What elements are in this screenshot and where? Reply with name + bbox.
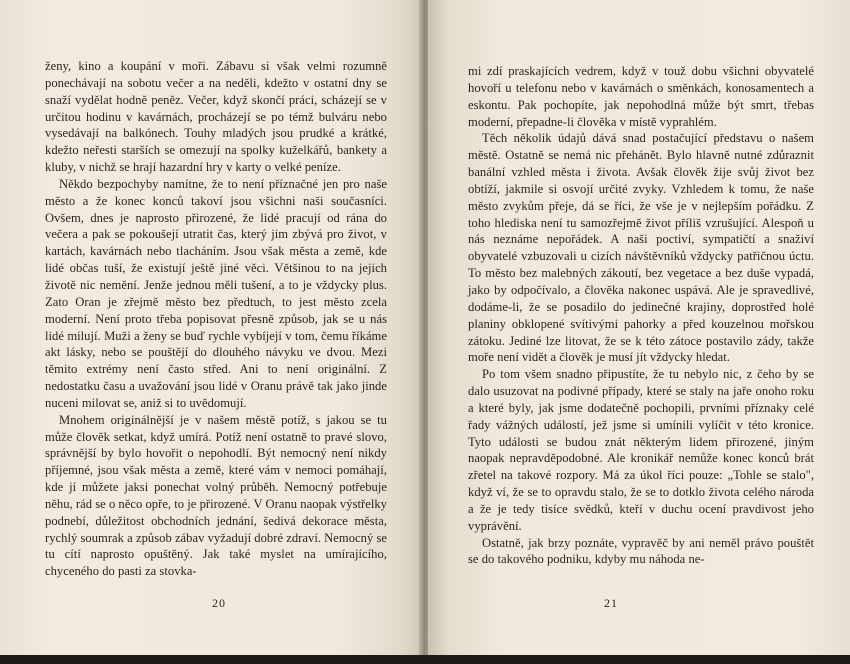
paragraph: Po tom všem snadno připustíte, že tu nebylo nic, z čeho by se dalo usuzovat na podivné případy, které se staly na jaře onoho roku a které byly, jak jsme dodatečně pochopili, prvními příznaky celé řady vážných událostí, jež jsme si umínili vylíčit v této kronice. Tyto události se budou znát některým lidem přirozené, jiným naopak nepravděpodobné. Ale kronikář nemůže konec konců brát zřetel na takové rozpory. Má za úkol říci pouze: „Tohle se stalo", když ví, že se to opravdu stalo, že se to dotklo života celého národa a že je tedy tisíce svědků, kteří v duchu ocení pravdivost jeho vyprávění.	[468, 367, 814, 533]
paragraph: Někdo bezpochyby namítne, že to není příznačné jen pro naše město a že konec konců takoví jsou všichni naši současníci. Ovšem, dnes je naprosto přirozené, že lidé pracují od rána do večera a pak se pokoušejí utratit čas, který jim zbývá pro život, v kartách, kavárnách nebo tlacháním. Jsou však města a země, kde lidé občas tuší, že existují ještě jiné věci. Většinou to na jejich životě nic nemění. Jenže jednou měli tušení, a to je vždycky plus. Zato Oran je zřejmě město bez předtuch, to jest město zcela moderní. Není proto třeba popisovat přesně způsob, jak se u nás lidé milují. Muži a ženy se buď rychle vybíjejí v tom, čemu říkáme akt lásky, nebo se pouštějí do dlouhého návyku ve dvou. Mezi těmito extrémy není často střed. Ani to není originální. Z nedostatku času a uvažování jsou lidé v Oranu právě tak jako jinde nuceni milovat se, aniž si to uvědomují.	[45, 176, 387, 410]
paragraph: Ostatně, jak brzy poznáte, vypravěč by ani neměl právo pouštět se do takového podniku, kdyby mu náhoda ne-	[468, 535, 814, 567]
paragraph: mi zdí praskajících vedrem, když v touž dobu všichni obyvatelé hovoří u telefonu nebo v kavárnách o směnkách, konosamentech a eskontu. Pak pochopíte, jak nepohodlná může být smrt, třebas moderní, přepadne-li člověka v místě vyprahlém.	[468, 64, 814, 129]
page-number: 20	[212, 596, 226, 610]
left-page-text	[45, 58, 387, 580]
paragraph: ženy, kino a koupání v moři. Zábavu si však velmi rozumně ponechávají na sobotu večer a na neděli, kdežto v ostatní dny se snaží vydělat hodně peněz. Večer, když skončí práci, scházejí se v určitou hodinu v kavárnách, procházejí se po témž bulváru nebo vysedávají na balkónech. Touhy mladých jsou prudké a krátké, kdežto neřesti starších se omezují na spolky kuželkářů, bankety a kluby, v nichž se hrají hazardní hry v karty o velké peníze.	[45, 59, 387, 175]
right-page	[428, 0, 850, 655]
background-edge	[0, 655, 850, 664]
page-number: 21	[604, 596, 618, 610]
left-page	[0, 0, 422, 655]
right-page-text	[468, 63, 814, 568]
paragraph: Těch několik údajů dává snad postačující představu o našem městě. Ostatně se nemá nic přehánět. Bylo hlavně nutné zdůraznit banální vzhled města i života. Avšak člověk žije svůj život bez obtíží, jakmile si osvojí určité zvyky. Vzhledem k tomu, že naše město zvykům přeje, dá se říci, že vše je v nejlepším pořádku. Z toho hlediska není tu samozřejmě život příliš vzrušující. Alespoň u nás neznáme nepořádek. A naši poctiví, sympatičtí a snaživí obyvatelé vzbuzovali u cizích návštěvníků vždycky patřičnou úctu. To město bez malebných zákoutí, bez vegetace a bez duše vypadá, jako by odpočívalo, a člověka nakonec uspává. Ale je spravedlivé, dodáme-li, že se posadilo do jedinečné krajiny, doprostřed holé planiny obklopené svítivými pahorky a před kouzelnou mořskou zátoku. Jediné lze litovat, že se k této zátoce postavilo zády, takže moře není vidět a člověk je musí jít vždycky hledat.	[468, 131, 814, 365]
paragraph: Mnohem originálnější je v našem městě potíž, s jakou se tu může člověk setkat, když umírá. Potíž není ostatně to pravé slovo, správnější by bylo hovořit o nepohodlí. Být nemocný není nikdy příjemné, jsou však města a země, které vám v nemoci pomáhají, kde jí můžete jaksi ponechat volný průběh. Nemocný potřebuje něhu, rád se o něco opře, to je přirozené. V Oranu naopak výstřelky podnebí, důležitost obchodních jednání, šedivá dekorace města, rychlý soumrak a způsob zábav vyžadují dobré zdraví. Nemocný se tu cítí naprosto opuštěný. Jak také myslet na umírajícího, chyceného do pasti za stovka-	[45, 412, 387, 579]
